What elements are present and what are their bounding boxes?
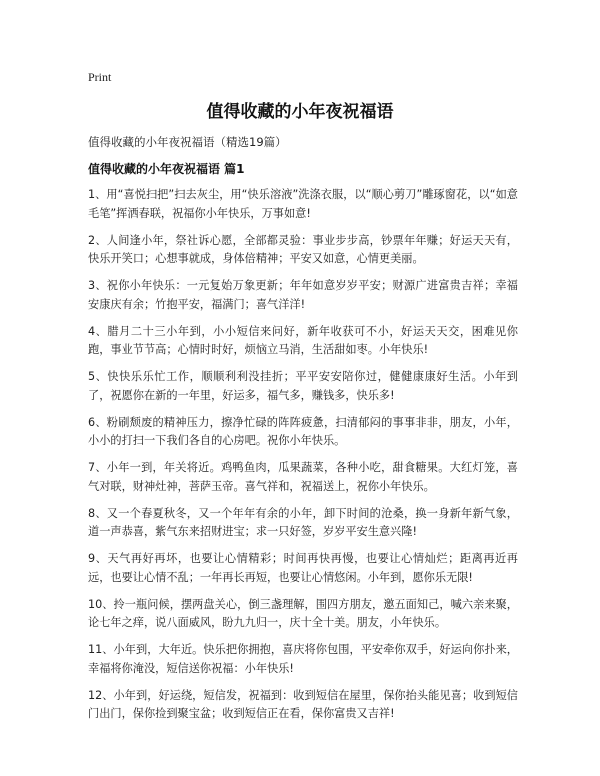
paragraph: 6、粉刷颓废的精神压力，擦净忙碌的阵阵疲惫，扫清郁闷的事事非非，朋友，小年，小小的打扫一下我们各自的心房吧。祝你小年快乐。 <box>88 415 518 447</box>
section-heading: 值得收藏的小年夜祝福语 篇1 <box>88 162 245 176</box>
paragraph: 4、腊月二十三小年到，小小短信来问好，新年收获可不小，好运天天交，困难见你跑，事业节节高；心情时时好，烦恼立马消，生活甜如枣。小年快乐! <box>88 324 518 356</box>
paragraph: 3、祝你小年快乐：一元复始万象更新；年年如意岁岁平安；财源广进富贵吉祥；幸福安康庆有余；竹抱平安，福满门；喜气洋洋! <box>88 279 518 311</box>
paragraph: 9、天气再好再坏，也要让心情精彩；时间再快再慢，也要让心情灿烂；距离再近再远，也要让心情不乱；一年再长再短，也要让心情悠闲。小年到，愿你乐无限! <box>88 552 518 584</box>
paragraph: 1、用“喜悦扫把”扫去灰尘，用“快乐溶液”洗涤衣服，以“顺心剪刀”雕琢窗花，以“如意毛笔”挥洒春联，祝福你小年快乐，万事如意! <box>88 188 518 220</box>
paragraph: 7、小年一到，年关将近。鸡鸭鱼肉，瓜果蔬菜，各种小吃，甜食糖果。大红灯笼，喜气对联，财神灶神，菩萨玉帝。喜气祥和，祝福送上，祝你小年快乐。 <box>88 461 518 493</box>
paragraph: 11、小年到，大年近。快乐把你拥抱，喜庆将你包围，平安牵你双手，好运向你扑来，幸福将你淹没，短信送你祝福：小年快乐! <box>88 643 518 675</box>
paragraph: 5、快快乐乐忙工作，顺顺利利没挂折；平平安安陪你过，健健康康好生活。小年到了，祝愿你在新的一年里，好运多，福气多，赚钱多，快乐多! <box>88 370 518 402</box>
page-title: 值得收藏的小年夜祝福语 <box>206 102 394 122</box>
paragraph: 2、人间逢小年，祭社诉心愿，全部都灵验：事业步步高，钞票年年赚；好运天天有，快乐开笑口；心想事就成，身体倍精神；平安又如意，心情更美丽。 <box>88 233 518 265</box>
document-subtitle: 值得收藏的小年夜祝福语（精选19篇） <box>88 135 287 149</box>
paragraph: 10、拎一瓶问候，摆两盘关心，倒三盏理解，围四方朋友，邀五面知己，喊六亲来聚，论七年之痒，说八面威风，盼九九归一，庆十全十美。朋友，小年快乐。 <box>88 597 518 629</box>
paragraph-list <box>88 186 518 732</box>
print-link[interactable]: Print <box>88 70 112 84</box>
paragraph: 8、又一个春夏秋冬，又一个年年有余的小年，卸下时间的沧桑，换一身新年新气象，道一声恭喜，紫气东来招财进宝；求一只好签，岁岁平安生意兴隆! <box>88 506 518 538</box>
paragraph: 12、小年到，好运绕，短信发，祝福到：收到短信在屋里，保你抬头能见喜；收到短信门出门，保你捡到聚宝盆；收到短信正在看，保你富贵又吉祥! <box>88 688 518 720</box>
